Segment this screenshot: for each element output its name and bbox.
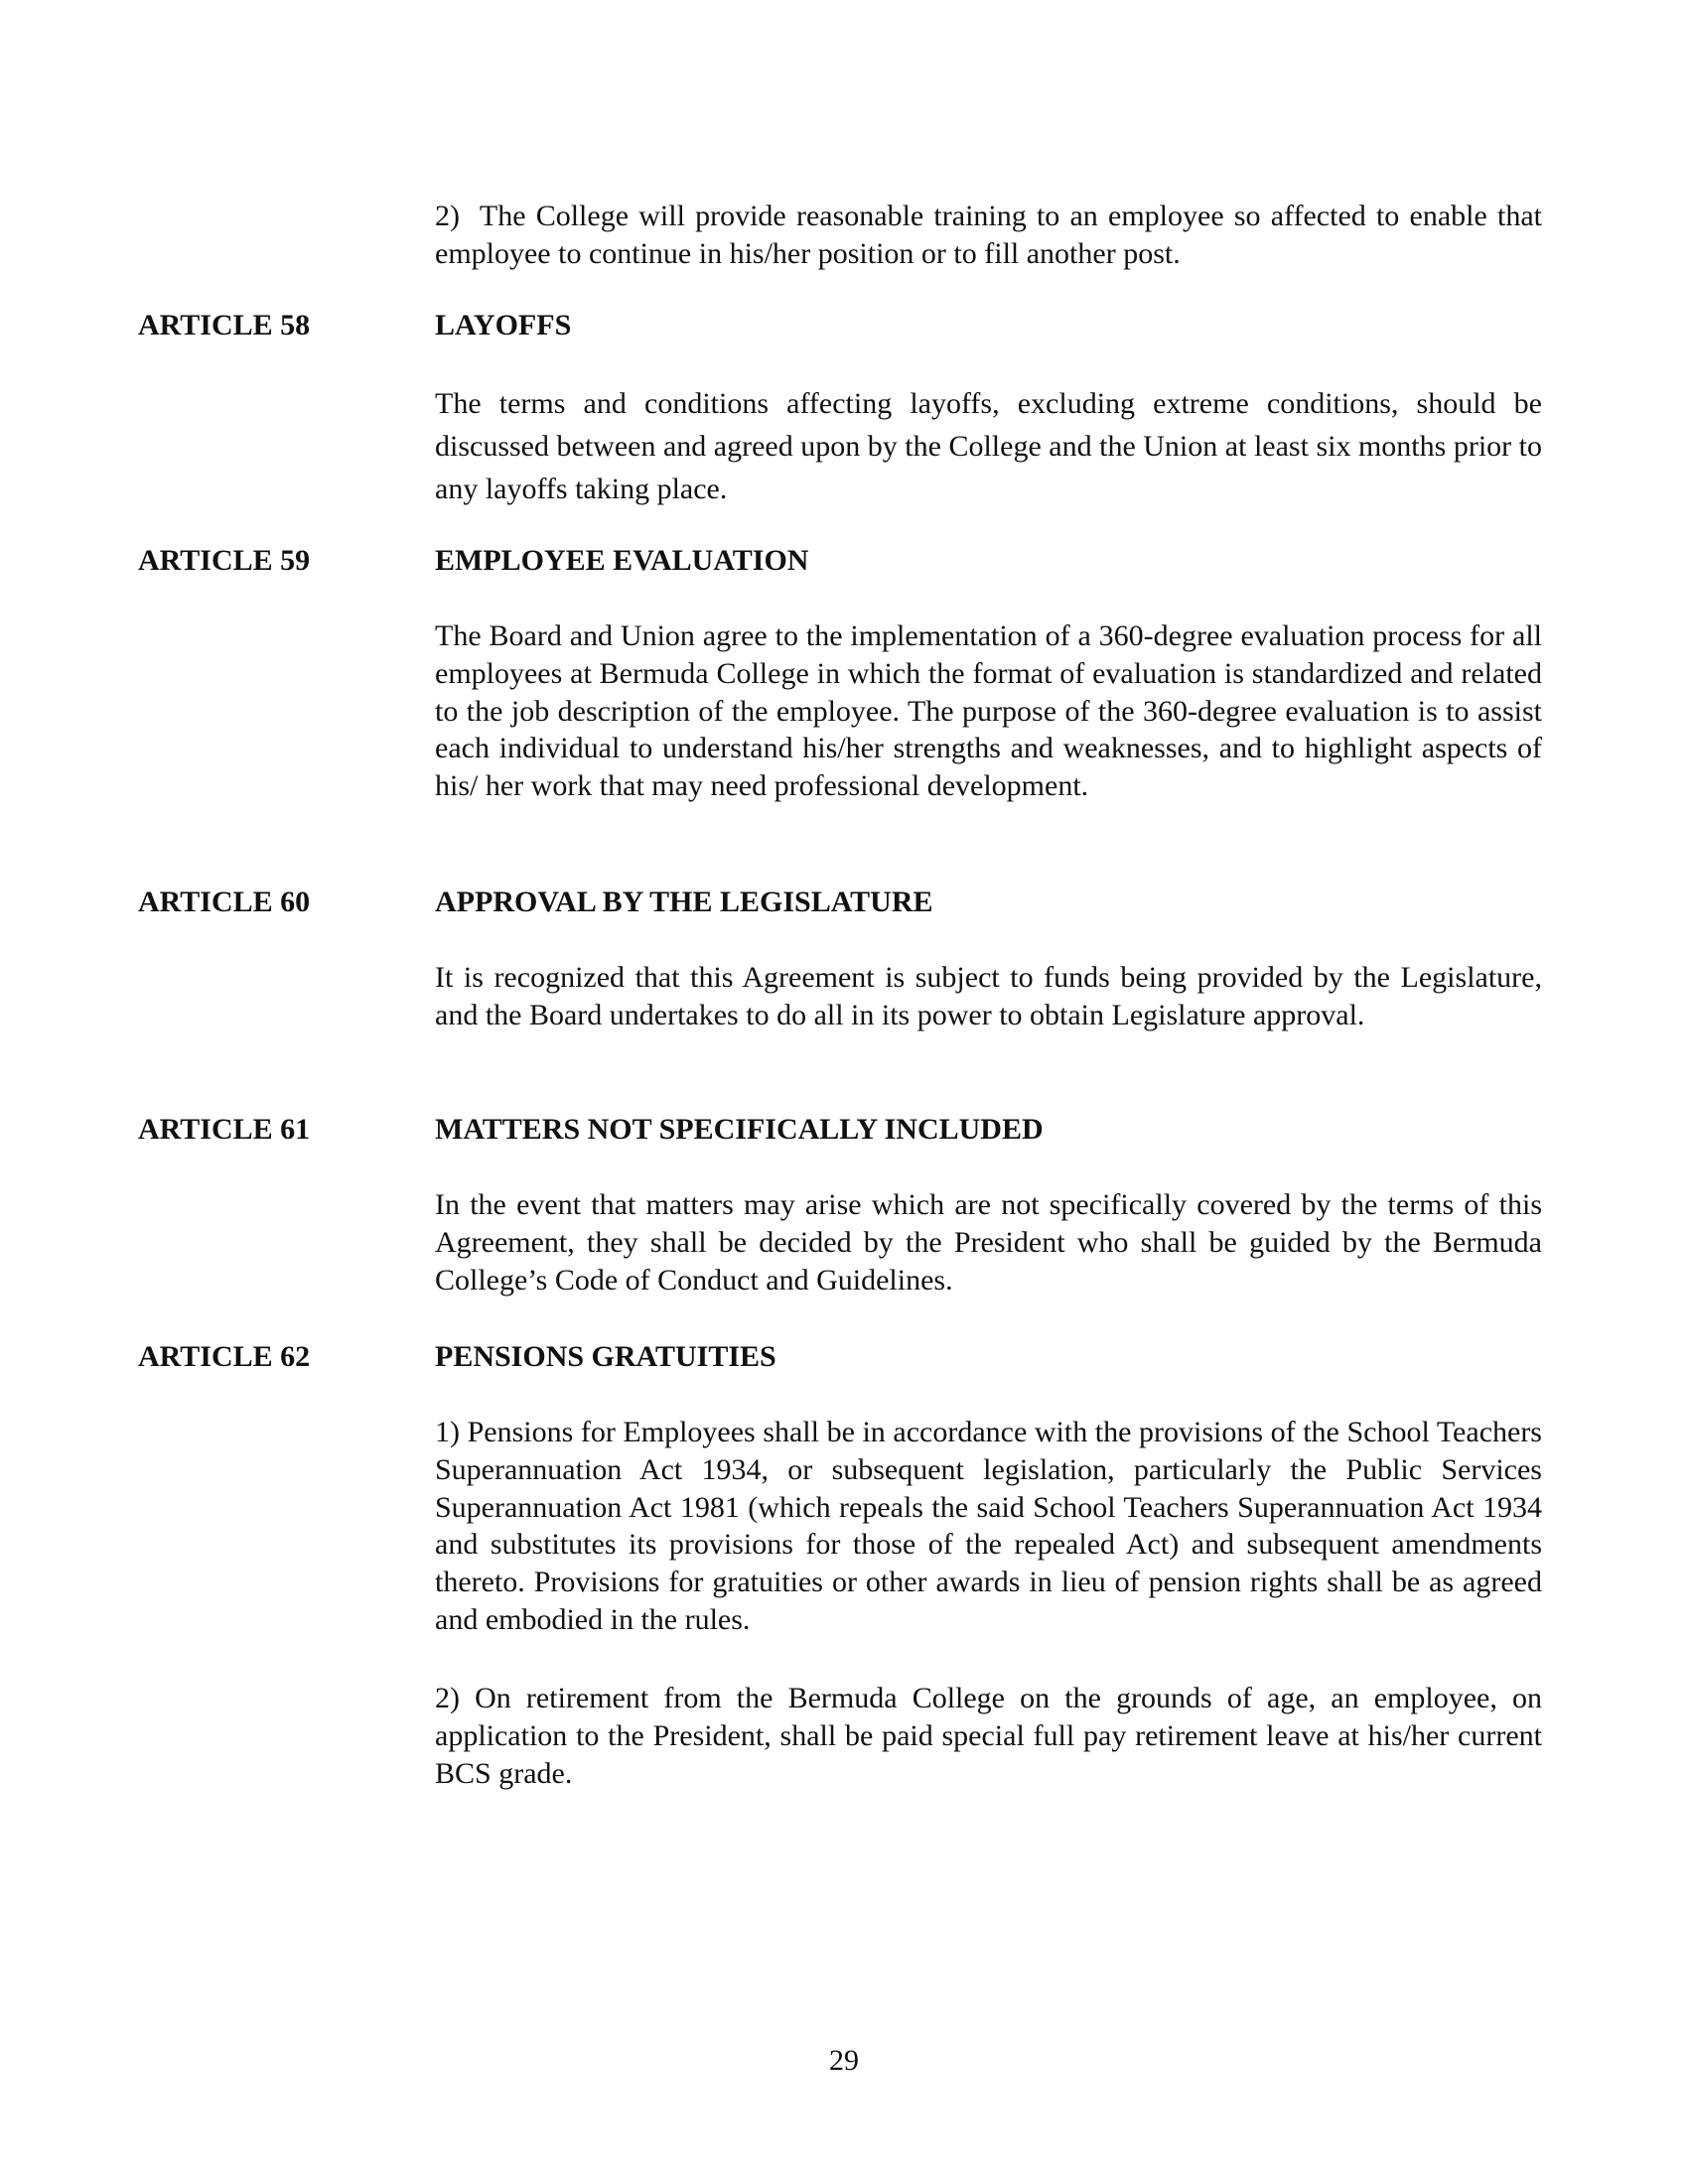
- paragraph-text: In the event that matters may arise which are not specifically covered by the terms of this Agreement, they shall be decided by the President who shall be guided by the Bermuda College’s Code of Conduct and Guidelines.: [435, 1188, 1542, 1297]
- article-60-label: ARTICLE 60: [138, 886, 311, 918]
- paragraph-text: 2) The College will provide reasonable training to an employee so affected to enable that employee to continue in his/her position or to fill another post.: [435, 200, 1542, 270]
- paragraph-text: The Board and Union agree to the implementation of a 360-degree evaluation process for all employees at Bermuda College in which the format of evaluation is standardized and related to the job description of the employee. The purpose of the 360-degree evaluation is to assist each individual to understand his/her strengths and weaknesses, and to highlight aspects of his/ her work that may need professional development.: [435, 619, 1542, 803]
- paragraph-text: 1) Pensions for Employees shall be in accordance with the provisions of the School Teachers Superannuation Act 1934, or subsequent legislation, particularly the Public Services Superannuation Act 1981 (which repeals the said School Teachers Superannuation Act 1934 and substitutes its provisions for those of the repealed Act) and subsequent amendments thereto. Provisions for gratuities or other awards in lieu of pension rights shall be as agreed and embodied in the rules.: [435, 1416, 1542, 1636]
- intro-paragraph: [435, 198, 1542, 273]
- article-62-title: PENSIONS GRATUITIES: [435, 1340, 776, 1373]
- article-59-body: [435, 617, 1542, 805]
- article-62-label: ARTICLE 62: [138, 1340, 311, 1373]
- article-61-body: [435, 1186, 1542, 1298]
- article-58-body: [435, 382, 1542, 510]
- article-60-title: APPROVAL BY THE LEGISLATURE: [435, 886, 933, 918]
- article-62-body-2: [435, 1680, 1542, 1792]
- article-58-title: LAYOFFS: [435, 309, 572, 341]
- article-61-title: MATTERS NOT SPECIFICALLY INCLUDED: [435, 1113, 1044, 1146]
- article-59-title: EMPLOYEE EVALUATION: [435, 544, 809, 577]
- paragraph-text: The terms and conditions affecting layoffs, excluding extreme conditions, should be discussed between and agreed upon by the College and the Union at least six months prior to any layoffs taking place.: [435, 387, 1542, 505]
- page-number: 29: [829, 2044, 859, 2077]
- article-62-body-1: [435, 1414, 1542, 1639]
- paragraph-text: It is recognized that this Agreement is subject to funds being provided by the Legislature, and the Board undertakes to do all in its power to obtain Legislature approval.: [435, 961, 1542, 1031]
- paragraph-text: 2) On retirement from the Bermuda College on the grounds of age, an employee, on application to the President, shall be paid special full pay retirement leave at his/her current BCS grade.: [435, 1682, 1542, 1790]
- article-59-label: ARTICLE 59: [138, 544, 311, 577]
- article-58-label: ARTICLE 58: [138, 309, 311, 341]
- article-60-body: [435, 959, 1542, 1034]
- article-61-label: ARTICLE 61: [138, 1113, 311, 1146]
